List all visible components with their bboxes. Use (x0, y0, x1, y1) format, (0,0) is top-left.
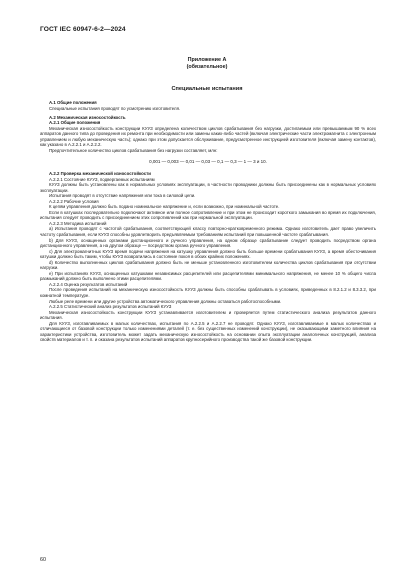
body-paragraph: После проведения испытаний на механическую износостойкость КУУЗ должны быть способны срабатывать в условиях, приведенных в 8.2.1.2 и 8.3.3.2, при комнатной температуре. (40, 287, 376, 298)
section-heading: А.2 Механическая износостойкость (49, 114, 126, 120)
body-paragraph: b) Для КУУЗ, оснащенных органами дистанционного и ручного управления, на одном образце срабатывание следует проводить посредством органа дистанционного управления, а на другом образце — посредством органа ручного управления. (40, 237, 376, 249)
body-paragraph: А.2.2.2 Рабочие условия (49, 198, 99, 204)
body-paragraph: Механическая износостойкость конструкции КУУЗ устанавливается изготовителем и проверяется путем статистического анализа результатов данного испытания. (40, 309, 376, 321)
body-paragraph: Любые реле времени или другие устройства автоматического управления должны оставаться работоспособными. (49, 298, 282, 304)
body-paragraph: Испытания проводят в отсутствие напряжения или тока в силовой цепи. (49, 193, 196, 199)
body-paragraph: Если в катушках последовательно подключают активное или полное сопротивление и при этом не происходит короткого замыкания во время их подключения, испытания следует проводить с присоединением этих сопротивлений как при нормальной эксплуатации. (40, 209, 376, 221)
appendix-title: Специальные испытания (171, 86, 243, 92)
body-paragraph: А.2.2.3 Методика испытаний (49, 220, 107, 226)
body-paragraph: c) Для электромагнитных КУУЗ время подачи напряжения на катушку управления должно быть больше времени срабатывания КУУЗ, а время обесточивания катушки должно быть таким, чтобы КУУЗ возвратились в состояние покоя в обоих крайних положениях. (40, 248, 376, 260)
appendix-heading (0, 57, 414, 71)
body-paragraph: Механическая износостойкость конструкции КУУЗ определена количеством циклов срабатывания без нагрузки, достигаемым или превышаемым 90 % всех аппаратов данного типа до проведения их ремонта при необходимости или замены каких-либо частей (включая электрические части электромагнита с электронным управлением и любую механическую часть); однако при этом допускается обслуживание, предусмотренное инструкцией изготовителя (включая замену контактов), как указано в А.2.2.1 и А.2.2.2. (40, 125, 376, 148)
body-paragraph: А.2.2.4 Оценка результатов испытаний (49, 281, 128, 287)
body-paragraph: К цепям управления должно быть подано номинальное напряжение и, если возможно, при номинальной частоте. (49, 204, 280, 210)
section-heading: А.2.1 Общие положения (49, 120, 101, 126)
body-paragraph: d) Количество выполненных циклов срабатывания должно быть не меньше установленного изготовителем количества циклов срабатывания при отсутствии нагрузки. (40, 259, 376, 271)
section-heading: А.2.2 Проверка механической износостойкости (49, 170, 151, 176)
body-paragraph: Для КУУЗ, изготавливаемых в малых количествах, испытания по А.2.2.5 и А.2.2.7 не проводят. Однако КУУЗ, изготавливаемые в малых количествах и отличающиеся от базовой конструкции только изменениями деталей (т. е. без существенных изменений конструкции), не оказывающими заметного влияния на характеристики устройства, изготовитель может задать механическую износостойкость на основании опыта эксплуатации аналогичных конструкций, анализа свойств материалов и т. п. и оказана результатов испытаний аппаратов крупносерийного производства такой же базовой конструкции. (40, 320, 376, 343)
page-number: 60 (40, 557, 46, 563)
appendix-label: Приложение А (187, 57, 227, 63)
body-paragraph: e) При испытаниях КУУЗ, оснащенных катушками независимых расцепителей или расцепителями минимального напряжения, не менее 10 % общего числа размыканий должно быть выполнено этими расцепителями. (40, 270, 376, 282)
standard-header: ГОСТ IEC 60947-6-2—2024 (40, 26, 126, 33)
body-paragraph: а) Испытания проводят с частотой срабатывания, соответствующей классу повторно-кратковременного режима. Однако изготовитель дает право увеличить частоту срабатывания, если КУУЗ способны удовлетворить предъявляемым требованиям испытаний при повышенной частоте срабатывания. (40, 226, 376, 237)
body-paragraph: Специальные испытания проводят по усмотрению изготовителя. (49, 105, 181, 111)
body-paragraph: А.2.2.1 Состояние КУУЗ, подвергаемых испытаниям (49, 176, 155, 182)
formula-line: 0,001 — 0,003 — 0,01 — 0,03 — 0,1 — 0,3 — 1 — 3 и 10. (149, 159, 267, 165)
document-body (40, 100, 376, 343)
appendix-status: (обязательное) (186, 64, 228, 70)
section-heading: А.1 Общие положения (49, 100, 97, 105)
body-paragraph: А.2.2.5 Статистический анализ результатов испытаний КУУЗ (49, 304, 172, 310)
body-paragraph: Предпочтительное количество циклов срабатывания без нагрузки составляет, млн: (49, 147, 218, 153)
body-paragraph: КУУЗ должны быть установлены как в нормальных условиях эксплуатации, в частности проводники должны быть присоединены как в нормальных условиях эксплуатации. (40, 182, 376, 193)
